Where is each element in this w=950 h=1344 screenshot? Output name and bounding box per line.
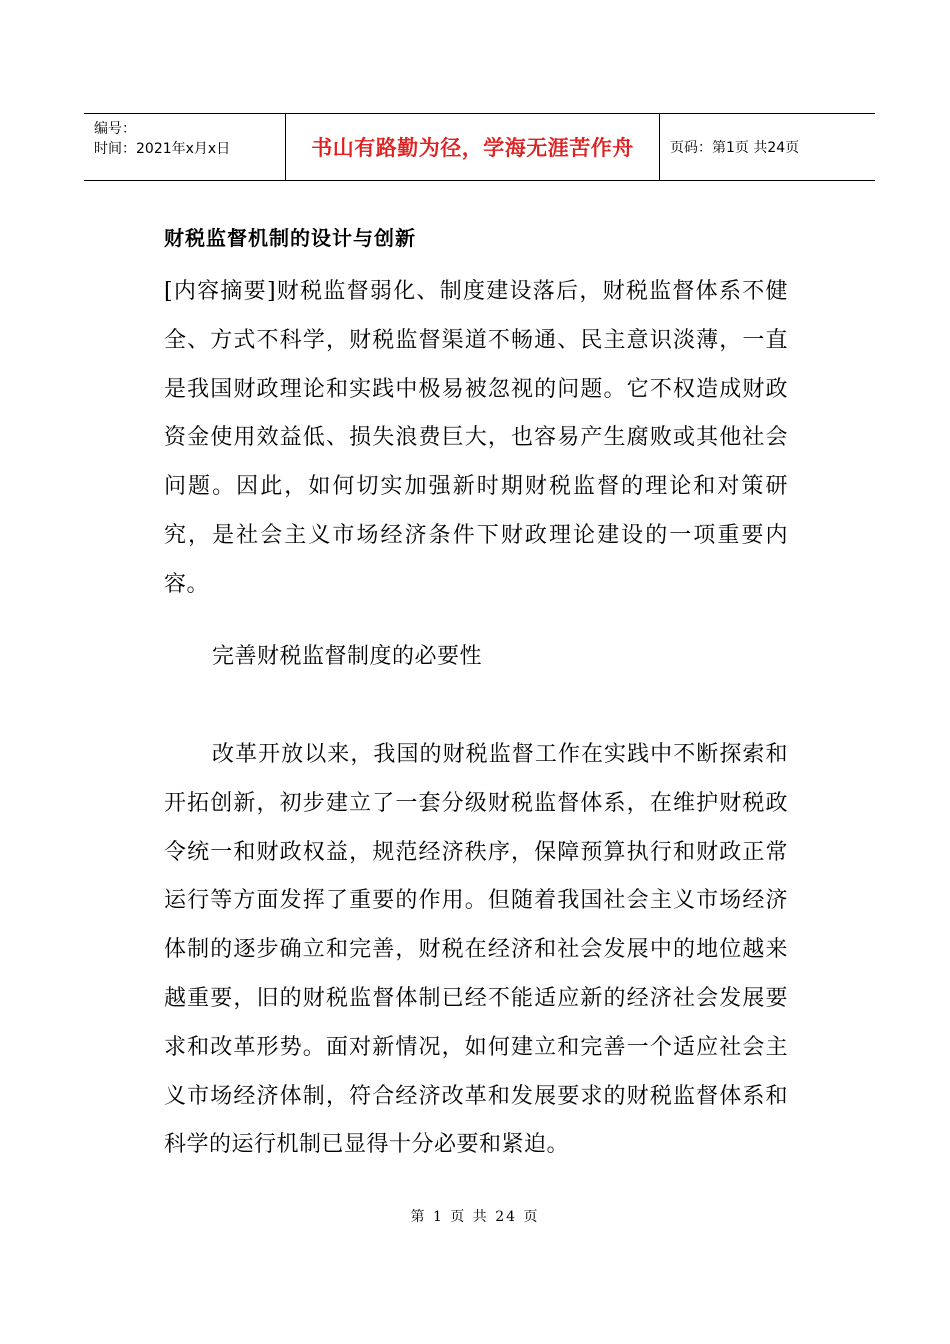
number-label: 编号：	[94, 121, 136, 137]
page-info: 页码：第1页 共24页	[670, 140, 800, 156]
motto-text: 书山有路勤为径，学海无涯苦作舟	[311, 136, 634, 160]
body-paragraph: 改革开放以来，我国的财税监督工作在实践中不断探索和开拓创新，初步建立了一套分级财税监督体系，在维护财税政令统一和财政权益，规范经济秩序，保障预算执行和财政正常运行等方面发挥了重要的作用。但随着我国社会主义市场经济体制的逐步确立和完善，财税在经济和社会发展中的地位越来越重要，旧的财税监督体制已经不能适应新的经济社会发展要求和改革形势。面对新情况，如何建立和完善一个适应社会主义市场经济体制，符合经济改革和发展要求的财税监督体系和科学的运行机制已显得十分必要和紧迫。	[164, 742, 788, 1158]
page-footer: 第 1 页 共 24 页	[410, 1209, 540, 1225]
header-motto-cell	[286, 114, 660, 180]
header-meta-cell	[84, 114, 286, 180]
header-page-cell	[660, 114, 875, 180]
time-label: 时间：2021年x月x日	[94, 141, 231, 157]
document-title: 财税监督机制的设计与创新	[164, 226, 416, 250]
header-table	[84, 113, 875, 181]
section-heading: 完善财税监督制度的必要性	[212, 644, 483, 669]
abstract-paragraph: [内容摘要]财税监督弱化、制度建设落后，财税监督体系不健全、方式不科学，财税监督渠道不畅通、民主意识淡薄，一直是我国财政理论和实践中极易被忽视的问题。它不权造成财政资金使用效益低、损失浪费巨大，也容易产生腐败或其他社会问题。因此，如何切实加强新时期财税监督的理论和对策研究，是社会主义市场经济条件下财政理论建设的一项重要内容。	[164, 279, 788, 597]
